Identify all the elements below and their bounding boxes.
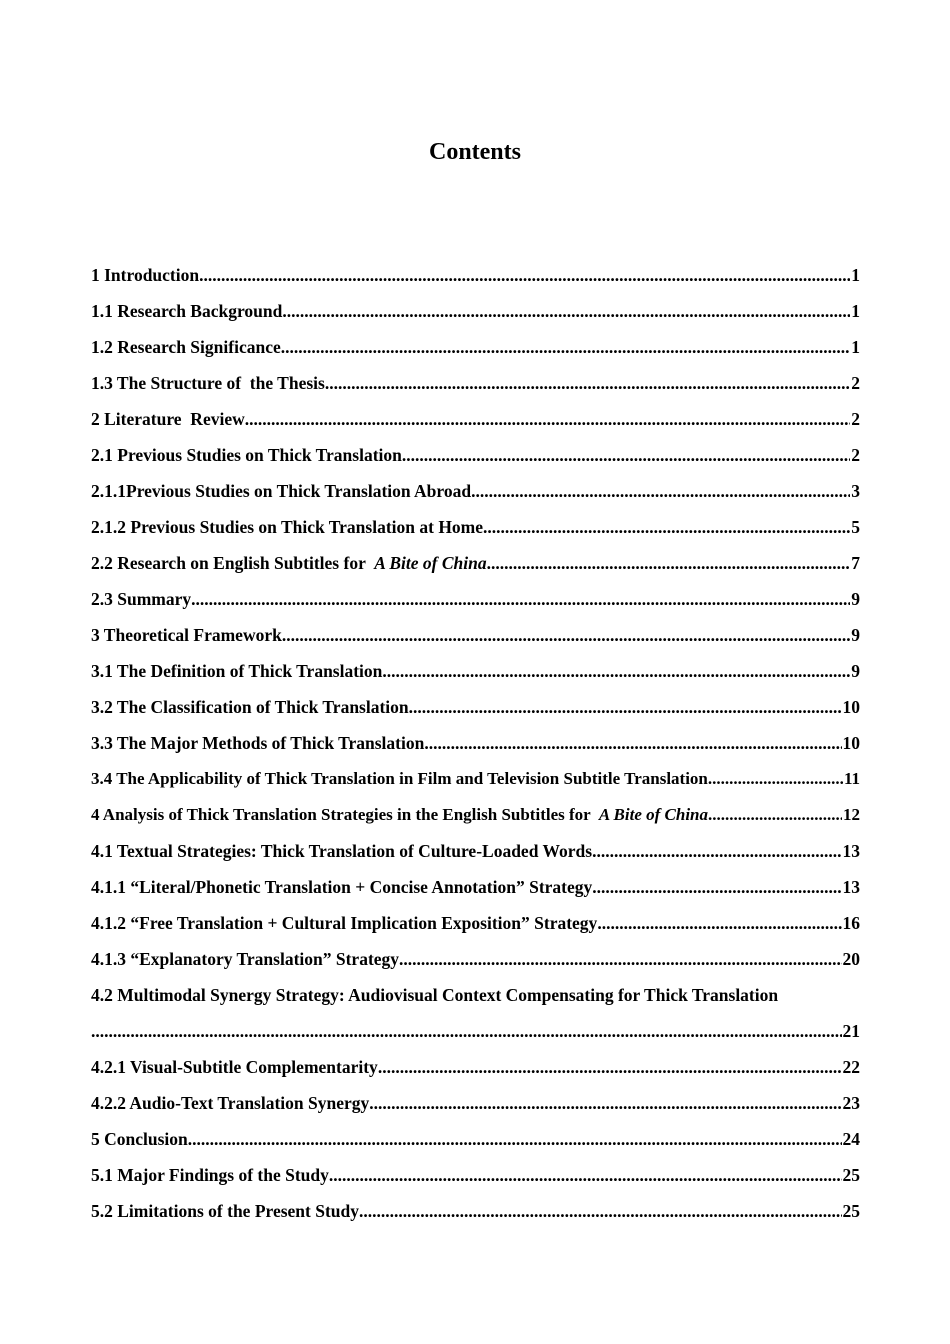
dot-leader — [191, 584, 850, 614]
toc-entry-text: 4.2.2 Audio-Text Translation Synergy — [91, 1093, 370, 1113]
dot-leader — [359, 1196, 841, 1226]
toc-entry[interactable] — [91, 260, 860, 296]
dot-leader — [281, 332, 851, 362]
toc-entry-text: 4.2 Multimodal Synergy Strategy: Audiovisual Context Compensating for Thick Translation — [91, 985, 779, 1005]
dot-leader — [369, 1088, 841, 1118]
toc-entry-page: 1 — [851, 265, 860, 285]
toc-entry[interactable] — [91, 836, 860, 872]
toc-entry-text: 4.1.3 “Explanatory Translation” Strategy — [91, 949, 400, 969]
dot-leader — [399, 944, 841, 974]
toc-entry-text: 1.1 Research Background — [91, 301, 283, 321]
dot-leader — [402, 440, 850, 470]
toc-entry-page: 12 — [843, 805, 860, 824]
toc-entry-text: 5.2 Limitations of the Present Study — [91, 1201, 360, 1221]
toc-entry-text: 4.1.2 “Free Translation + Cultural Implication Exposition” Strategy — [91, 913, 598, 933]
toc-entry[interactable] — [91, 1052, 860, 1088]
toc-entry[interactable] — [91, 476, 860, 512]
dot-leader — [329, 1160, 842, 1190]
toc-entry-italic-title: A Bite of China — [598, 805, 709, 824]
toc-entry-text: 2.1 Previous Studies on Thick Translation — [91, 445, 402, 465]
toc-entry-page: 1 — [851, 301, 860, 321]
toc-entry-text: 3.3 The Major Methods of Thick Translation — [91, 733, 425, 753]
toc-entry[interactable] — [91, 1160, 860, 1196]
toc-entry-text: 2.3 Summary — [91, 589, 192, 609]
toc-entry-text: 2.1.2 Previous Studies on Thick Translation at Home — [91, 517, 484, 537]
toc-entry[interactable] — [91, 368, 860, 404]
toc-entry-text: 1.3 The Structure of the Thesis — [91, 373, 325, 393]
toc-entry[interactable] — [91, 440, 860, 476]
dot-leader — [282, 620, 850, 650]
toc-entry[interactable] — [91, 404, 860, 440]
toc-entry-text: 3.2 The Classification of Thick Translation — [91, 697, 409, 717]
toc-entry[interactable] — [91, 656, 860, 692]
toc-entry-text: 2.2 Research on English Subtitles for — [91, 553, 375, 573]
toc-entry[interactable] — [91, 872, 860, 908]
toc-entry-page: 13 — [842, 877, 860, 897]
dot-leader — [188, 1124, 842, 1154]
toc-entry-page: 16 — [842, 913, 860, 933]
toc-entry[interactable] — [91, 548, 860, 584]
table-of-contents — [91, 260, 860, 1232]
dot-leader — [378, 1052, 842, 1082]
dot-leader — [708, 764, 843, 794]
toc-entry-page: 2 — [851, 445, 860, 465]
toc-entry-text: 3 Theoretical Framework — [91, 625, 282, 645]
toc-entry-text: 2.1.1Previous Studies on Thick Translation Abroad — [91, 481, 472, 501]
toc-entry[interactable] — [91, 296, 860, 332]
toc-entry-page: 10 — [842, 733, 860, 753]
toc-entry-page: 7 — [851, 553, 860, 573]
toc-entry[interactable] — [91, 944, 860, 980]
toc-entry-wrapped-text[interactable] — [91, 980, 860, 1016]
dot-leader — [471, 476, 850, 506]
dot-leader — [325, 368, 850, 398]
toc-entry-page: 2 — [851, 373, 860, 393]
dot-leader — [245, 404, 851, 434]
toc-entry-page: 9 — [851, 661, 860, 681]
toc-entry-text: 3.1 The Definition of Thick Translation — [91, 661, 383, 681]
toc-entry-text: 3.4 The Applicability of Thick Translation in Film and Television Subtitle Translation — [91, 769, 708, 788]
toc-entry-text: 1 Introduction — [91, 265, 200, 285]
toc-entry-page: 25 — [842, 1201, 860, 1221]
toc-entry[interactable] — [91, 584, 860, 620]
toc-entry-page: 3 — [851, 481, 860, 501]
dot-leader — [91, 1016, 842, 1046]
dot-leader — [487, 548, 851, 578]
toc-entry-page: 20 — [842, 949, 860, 969]
toc-entry-page: 13 — [842, 841, 860, 861]
dot-leader — [199, 260, 850, 290]
page-title: Contents — [428, 139, 521, 165]
toc-entry-text: 5.1 Major Findings of the Study — [91, 1165, 329, 1185]
dot-leader — [592, 872, 841, 902]
toc-entry-text: 4 Analysis of Thick Translation Strategies in the English Subtitles for — [91, 805, 599, 824]
toc-entry-page: 1 — [851, 337, 860, 357]
dot-leader — [382, 656, 850, 686]
toc-entry-page: 23 — [842, 1093, 860, 1113]
toc-entry[interactable] — [91, 692, 860, 728]
toc-entry-page: 2 — [851, 409, 860, 429]
toc-entry[interactable] — [91, 1124, 860, 1160]
dot-leader — [592, 836, 841, 866]
toc-entry-continuation[interactable] — [91, 1016, 860, 1052]
toc-entry[interactable] — [91, 1088, 860, 1124]
toc-entry-italic-title: A Bite of China — [374, 553, 487, 573]
dot-leader — [282, 296, 850, 326]
toc-entry[interactable] — [91, 764, 860, 800]
toc-entry-page: 21 — [842, 1021, 860, 1041]
dot-leader — [708, 800, 842, 830]
toc-entry-page: 9 — [851, 589, 860, 609]
toc-entry-page: 25 — [842, 1165, 860, 1185]
toc-entry[interactable] — [91, 620, 860, 656]
toc-entry-page: 5 — [851, 517, 860, 537]
toc-entry-page: 22 — [842, 1057, 860, 1077]
toc-entry[interactable] — [91, 1196, 860, 1232]
toc-entry-text: 4.2.1 Visual-Subtitle Complementarity — [91, 1057, 378, 1077]
dot-leader — [597, 908, 841, 938]
toc-entry[interactable] — [91, 332, 860, 368]
toc-entry-text: 5 Conclusion — [91, 1129, 188, 1149]
toc-entry[interactable] — [91, 800, 860, 836]
dot-leader — [483, 512, 850, 542]
toc-entry[interactable] — [91, 512, 860, 548]
toc-entry-page: 11 — [843, 769, 860, 788]
toc-entry-text: 4.1.1 “Literal/Phonetic Translation + Concise Annotation” Strategy — [91, 877, 593, 897]
toc-entry-page: 9 — [851, 625, 860, 645]
toc-entry-page: 10 — [842, 697, 860, 717]
toc-entry-text: 4.1 Textual Strategies: Thick Translation of Culture-Loaded Words — [91, 841, 593, 861]
toc-entry-text: 1.2 Research Significance — [91, 337, 281, 357]
dot-leader — [409, 692, 842, 722]
toc-entry[interactable] — [91, 728, 860, 764]
toc-entry[interactable] — [91, 908, 860, 944]
dot-leader — [424, 728, 841, 758]
toc-entry-page: 24 — [842, 1129, 860, 1149]
toc-entry-text: 2 Literature Review — [91, 409, 245, 429]
